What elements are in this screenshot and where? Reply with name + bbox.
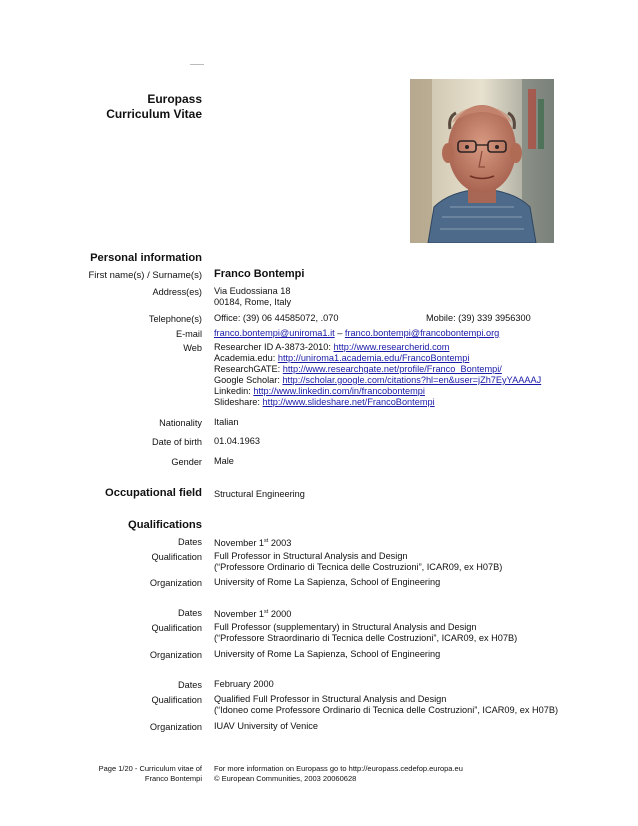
footer-europass-info [214, 764, 463, 783]
organization-value: University of Rome La Sapienza, School of Engineering [214, 649, 441, 659]
date-ordinal: st [264, 609, 269, 615]
web-prefix-slideshare: Slideshare: [214, 397, 263, 407]
address-label: Address(es) [152, 287, 202, 297]
web-line-5 [214, 386, 425, 398]
nationality-value: Italian [214, 417, 239, 427]
gender-value: Male [214, 456, 234, 466]
dob-label: Date of birth [151, 437, 202, 447]
occupational-field-heading: Occupational field [105, 487, 202, 499]
telephone-label: Telephone(s) [148, 314, 202, 324]
dates-label: Dates [177, 680, 202, 690]
personal-information-heading: Personal information [90, 252, 202, 264]
web-line-4 [214, 375, 541, 387]
europass-logo-line [190, 64, 204, 65]
qualification-title-italian: (“Professore Straordinario di Tecnica delle Costruzioni”, ICAR09, ex H07B) [214, 633, 518, 643]
web-line-1 [214, 342, 449, 354]
web-prefix-researcherid: Researcher ID A-3873-2010: [214, 342, 334, 352]
date-text: November 1 [214, 538, 265, 549]
email-link-2[interactable]: franco.bontempi@francobontempi.org [344, 328, 500, 338]
organization-label: Organization [149, 722, 202, 732]
qualification-label: Qualification [151, 695, 202, 705]
qualification-date [214, 536, 291, 550]
date-ordinal: st [264, 538, 269, 544]
date-year: 2000 [268, 609, 292, 620]
date-text: February 2000 [214, 679, 274, 689]
researchgate-link[interactable]: http://www.researchgate.net/profile/Franco_Bontempi/ [282, 364, 502, 374]
email-row [214, 328, 499, 340]
researcherid-link[interactable]: http://www.researcherid.com [333, 342, 450, 352]
qualification-title-italian: (“Idoneo come Professore Ordinario di Tecnica delle Costruzioni”, ICAR09, ex H07B) [214, 705, 559, 715]
date-text: November 1 [214, 609, 265, 620]
dob-value: 01.04.1963 [214, 436, 260, 446]
academia-link[interactable]: http://uniroma1.academia.edu/FrancoBontempi [277, 353, 470, 363]
occupational-field-value: Structural Engineering [214, 489, 305, 499]
web-prefix-linkedin: Linkedin: [214, 386, 254, 396]
footer-copyright: © European Communities, 2003 20060628 [214, 773, 357, 783]
qualification-date [214, 679, 274, 691]
web-line-3 [214, 364, 502, 376]
cv-title: Curriculum Vitae [106, 107, 202, 121]
web-line-2 [214, 353, 469, 365]
organization-label: Organization [149, 578, 202, 588]
qualification-title: Full Professor in Structural Analysis and Design [214, 551, 408, 561]
dates-label: Dates [177, 537, 202, 547]
web-line-6 [214, 397, 435, 409]
web-prefix-scholar: Google Scholar: [214, 375, 283, 385]
web-prefix-researchgate: ResearchGATE: [214, 364, 283, 374]
email-link-1[interactable]: franco.bontempi@uniroma1.it [214, 328, 335, 338]
footer-page-info [99, 764, 202, 783]
qualification-date [214, 607, 291, 621]
date-year: 2003 [268, 538, 292, 549]
organization-label: Organization [149, 650, 202, 660]
full-name: Franco Bontempi [214, 268, 305, 280]
name-label: First name(s) / Surname(s) [88, 270, 202, 281]
europass-title: Europass [147, 92, 202, 106]
qualification-title: Qualified Full Professor in Structural Analysis and Design [214, 694, 447, 704]
mobile-phone: Mobile: (39) 339 3956300 [426, 313, 531, 323]
linkedin-link[interactable]: http://www.linkedin.com/in/francobontempi [253, 386, 425, 396]
slideshare-link[interactable]: http://www.slideshare.net/FrancoBontempi [262, 397, 435, 407]
dates-label: Dates [177, 608, 202, 618]
footer-info-line1: For more information on Europass go to http://europass.cedefop.europa.eu [214, 764, 463, 773]
nationality-label: Nationality [159, 418, 202, 428]
email-label: E-mail [175, 329, 202, 339]
qualification-title: Full Professor (supplementary) in Structural Analysis and Design [214, 622, 477, 632]
footer-page-line1: Page 1/20 - Curriculum vitae of [98, 764, 202, 773]
address-line2: 00184, Rome, Italy [214, 297, 292, 307]
qualifications-heading: Qualifications [128, 519, 202, 531]
profile-photo [410, 79, 554, 243]
qualification-title-italian: (“Professore Ordinario di Tecnica delle Costruzioni”, ICAR09, ex H07B) [214, 562, 503, 572]
web-label: Web [183, 343, 202, 353]
qualification-label: Qualification [151, 623, 202, 633]
address-line1: Via Eudossiana 18 [214, 286, 291, 296]
organization-value: IUAV University of Venice [214, 721, 318, 731]
gender-label: Gender [171, 457, 202, 467]
scholar-link[interactable]: http://scholar.google.com/citations?hl=en&user=jZh7EyYAAAAJ [282, 375, 542, 385]
qualification-label: Qualification [151, 552, 202, 562]
footer-page-line2: Franco Bontempi [144, 773, 202, 783]
office-phone: Office: (39) 06 44585072, .070 [214, 313, 339, 323]
web-prefix-academia: Academia.edu: [214, 353, 278, 363]
email-separator: – [334, 328, 345, 338]
organization-value: University of Rome La Sapienza, School of Engineering [214, 577, 441, 587]
